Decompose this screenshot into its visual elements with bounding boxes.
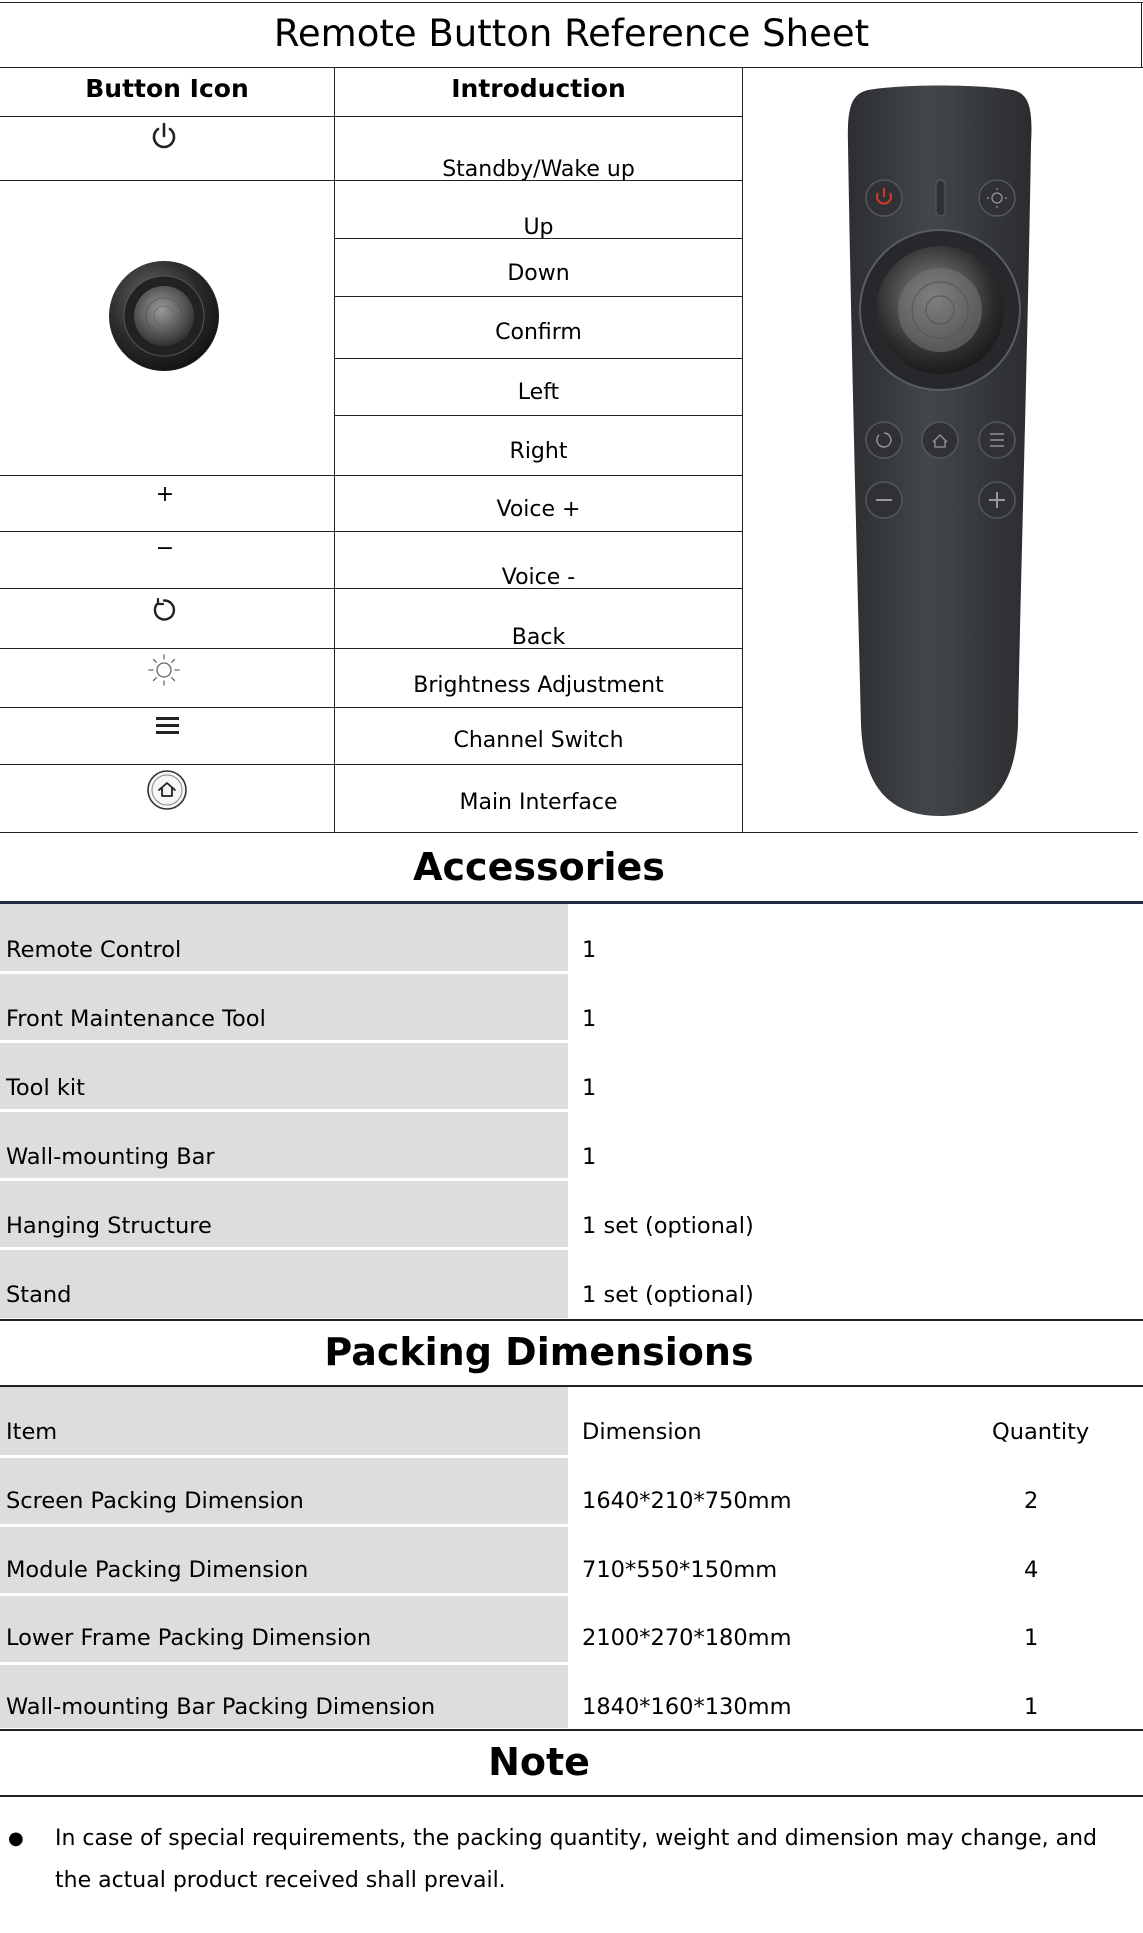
minus-icon: − xyxy=(155,536,175,561)
accessory-quantity: 1 xyxy=(582,1144,597,1170)
packing-dimensions-title: Packing Dimensions xyxy=(324,1330,754,1374)
intro-confirm: Confirm xyxy=(495,320,582,345)
brightness-icon xyxy=(147,653,181,687)
power-icon xyxy=(150,122,178,152)
packing-dimension: 2100*270*180mm xyxy=(582,1625,792,1651)
intro-left: Left xyxy=(517,380,560,405)
plus-icon: + xyxy=(155,482,175,507)
note-text-line-2: the actual product received shall prevail. xyxy=(55,1868,506,1893)
accessory-item: Stand xyxy=(6,1282,72,1308)
note-title: Note xyxy=(488,1740,590,1784)
accessory-item: Tool kit xyxy=(6,1075,85,1101)
packing-dimension: 1840*160*130mm xyxy=(582,1694,792,1720)
page-title: Remote Button Reference Sheet xyxy=(273,12,870,55)
column-header-dimension: Dimension xyxy=(582,1419,702,1445)
packing-dimension: 1640*210*750mm xyxy=(582,1488,792,1514)
column-header-quantity: Quantity xyxy=(992,1419,1090,1445)
accessory-quantity: 1 set (optional) xyxy=(582,1213,754,1239)
back-icon xyxy=(151,597,177,623)
packing-quantity: 1 xyxy=(1024,1625,1039,1651)
intro-standby-wake-up: Standby/Wake up xyxy=(442,157,635,182)
note-text-line-1: In case of special requirements, the packing quantity, weight and dimension may change, and xyxy=(55,1826,1098,1851)
remote-control-illustration xyxy=(843,84,1037,820)
accessory-item: Hanging Structure xyxy=(6,1213,212,1239)
intro-channel-switch: Channel Switch xyxy=(453,728,624,753)
navigation-dial-icon xyxy=(108,260,220,372)
accessory-quantity: 1 xyxy=(582,1075,597,1101)
intro-voice-plus: Voice + xyxy=(496,497,581,522)
intro-back: Back xyxy=(511,625,566,650)
packing-dimension: 710*550*150mm xyxy=(582,1557,778,1583)
column-header-item: Item xyxy=(6,1419,58,1445)
intro-voice-minus: Voice - xyxy=(501,565,576,590)
packing-item: Module Packing Dimension xyxy=(6,1557,309,1583)
intro-main-interface: Main Interface xyxy=(459,790,618,815)
intro-right: Right xyxy=(509,439,568,464)
column-header-button-icon: Button Icon xyxy=(85,74,249,103)
note-bullet: ● xyxy=(8,1828,24,1849)
packing-item: Screen Packing Dimension xyxy=(6,1488,304,1514)
accessory-item: Wall-mounting Bar xyxy=(6,1144,215,1170)
accessory-item: Remote Control xyxy=(6,937,182,963)
packing-item: Wall-mounting Bar Packing Dimension xyxy=(6,1694,436,1720)
accessory-quantity: 1 set (optional) xyxy=(582,1282,754,1308)
packing-quantity: 1 xyxy=(1024,1694,1039,1720)
column-header-introduction: Introduction xyxy=(451,74,626,103)
menu-icon xyxy=(155,715,181,737)
accessory-quantity: 1 xyxy=(582,937,597,963)
intro-up: Up xyxy=(523,215,554,240)
accessories-title: Accessories xyxy=(413,845,665,889)
accessory-item: Front Maintenance Tool xyxy=(6,1006,266,1032)
packing-quantity: 2 xyxy=(1024,1488,1039,1514)
packing-item: Lower Frame Packing Dimension xyxy=(6,1625,372,1651)
intro-down: Down xyxy=(507,261,570,286)
intro-brightness-adjustment: Brightness Adjustment xyxy=(413,673,664,698)
packing-quantity: 4 xyxy=(1024,1557,1039,1583)
accessory-quantity: 1 xyxy=(582,1006,597,1032)
home-icon xyxy=(146,769,188,811)
